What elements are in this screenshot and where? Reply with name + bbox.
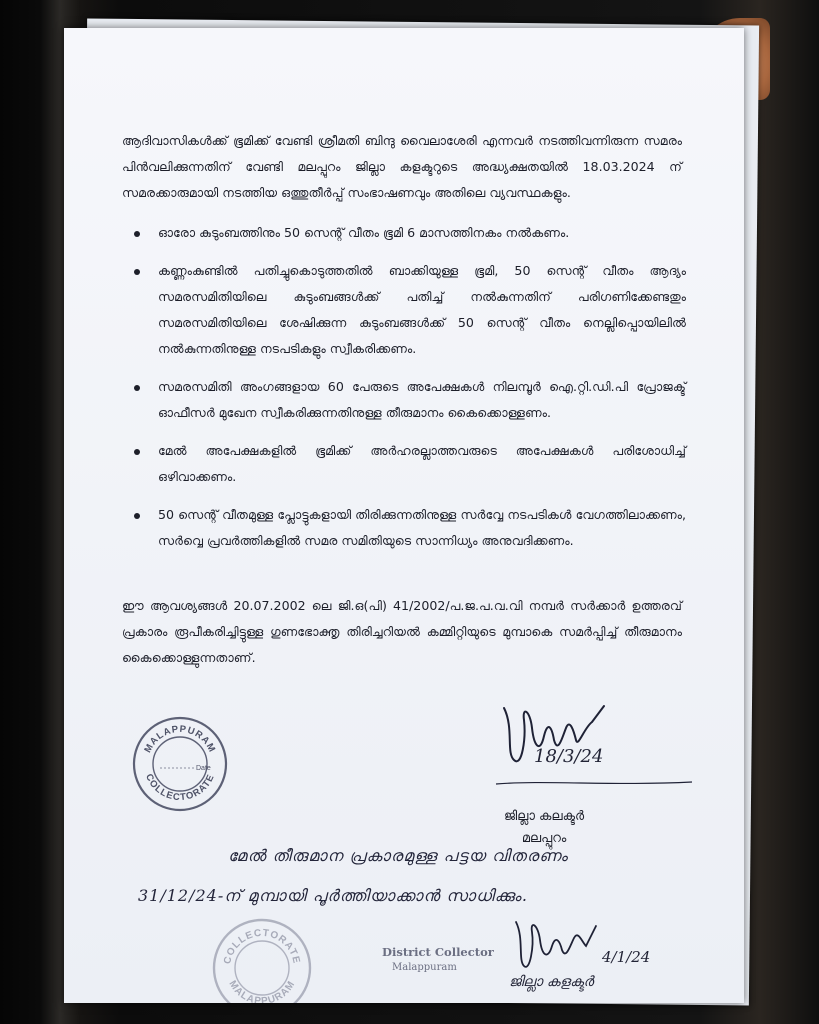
intro-paragraph: ആദിവാസികൾക്ക് ഭൂമിക്ക് വേണ്ടി ശ്രീമതി ബിന്ദു വൈലാശേരി എന്നവർ നടത്തിവന്നിരുന്ന സമരം പിൻവലിക്കുന്നതിന് വേണ്ടി മലപ്പുറം ജില്ലാ കളക്ടറുടെ അദ്ധ്യക്ഷതയിൽ 18.03.2024 ന് സമരക്കാരുമായി നടത്തിയ ഒത്തുതീർപ്പ് സംഭാഷണവും അതിലെ വ്യവസ്ഥകളും. bbox=[122, 133, 682, 200]
decision-text: ഓരോ കുടുംബത്തിനും 50 സെന്റ് വീതം ഭൂമി 6 മാസത്തിനകം നൽകണം. bbox=[158, 225, 570, 240]
bullet-icon bbox=[134, 449, 140, 455]
bullet-icon bbox=[134, 231, 140, 237]
seal-top-upper-text: MALAPPURAM bbox=[142, 723, 218, 755]
decision-item bbox=[126, 438, 686, 490]
closing-paragraph: ഈ ആവശ്യങ്ങൾ 20.07.2002 ലെ ജി.ഒ(പി) 41/2002/പ.ജ.പ.വ.വി നമ്പർ സർക്കാർ ഉത്തരവ് പ്രകാരം രൂപീകരിച്ചിട്ടുള്ള ഗുണഭോക്തൃ തിരിച്ചറിയൽ കമ്മിറ്റിയുടെ മുമ്പാകെ സമർപ്പിച്ച് തീരുമാനം കൈക്കൊള്ളുന്നതാണ്. bbox=[122, 598, 682, 665]
decision-text: 50 സെന്റ് വീതമുള്ള പ്ലോട്ടുകളായി തിരിക്കുന്നതിനുള്ള സർവ്വേ നടപടികൾ വേഗത്തിലാക്കണം, സർവ്വെ പ്രവർത്തികളിൽ സമര സമിതിയുടെ സാന്നിധ്യം അനുവദിക്കണം. bbox=[158, 507, 686, 548]
stamp-title: District Collector bbox=[382, 945, 494, 959]
bullet-icon bbox=[134, 385, 140, 391]
handwritten-line-1: മേൽ തീരുമാന പ്രകാരമുള്ള പട്ടയ വിതരണം bbox=[228, 846, 569, 865]
decision-list bbox=[126, 220, 686, 566]
signature-2-title: ജില്ലാ കളക്ടർ bbox=[509, 974, 594, 990]
handwritten-line-2: 31/12/24-ന് മുമ്പായി പൂർത്തിയാക്കാൻ സാധിക്കും. bbox=[138, 886, 528, 905]
signature-underline bbox=[494, 776, 694, 790]
stamp-place: Malappuram bbox=[392, 962, 457, 973]
designation-place: മലപ്പുറം bbox=[521, 831, 567, 846]
bullet-icon bbox=[134, 513, 140, 519]
handwritten-note bbox=[138, 836, 698, 916]
seal-top-date-label: Date bbox=[196, 765, 211, 772]
collectorate-seal-top bbox=[130, 714, 230, 814]
collector-signature-2 bbox=[510, 916, 600, 976]
document-page bbox=[64, 28, 744, 1008]
signature-date: 18/3/24 bbox=[534, 746, 604, 767]
decision-text: കണ്ണംകുണ്ടിൽ പതിച്ചുകൊടുത്തതിൽ ബാക്കിയുള്ള ഭൂമി, 50 സെന്റ് വീതം ആദ്യം സമരസമിതിയിലെ കുടുംബങ്ങൾക്ക് പതിച്ച് നൽകുന്നതിന് പരിഗണിക്കേണ്ടതും സമരസമിതിയിലെ ശേഷിക്കുന്ന കുടുംബങ്ങൾക്ക് 50 സെന്റ് വീതം നെല്ലിപ്പൊയിലിൽ നൽകുന്നതിനുള്ള നടപടികളും സ്വീകരിക്കണം. bbox=[158, 263, 686, 356]
seal-bottom-upper-text: COLLECTORATE bbox=[222, 927, 302, 966]
decision-item bbox=[126, 502, 686, 554]
decision-text: സമരസമിതി അംഗങ്ങളായ 60 പേരുടെ അപേക്ഷകൾ നിലമ്പൂർ ഐ.റ്റി.ഡി.പി പ്രോജക്ട് ഓഫീസർ മുഖേന സ്വീകരിക്കുന്നതിനുള്ള തീരുമാനം കൈക്കൊള്ളണം. bbox=[158, 379, 686, 420]
designation-title: ജില്ലാ കലക്ടർ bbox=[504, 809, 585, 824]
decision-item bbox=[126, 220, 686, 246]
bullet-icon bbox=[134, 269, 140, 275]
seal-bottom-lower-text: MALAPPURAM bbox=[226, 978, 298, 1008]
decision-text: മേൽ അപേക്ഷകളിൽ ഭൂമിക്ക് അർഹരല്ലാത്തവരുടെ അപേക്ഷകൾ പരിശോധിച്ച് ഒഴിവാക്കണം. bbox=[158, 443, 686, 484]
district-collector-stamp bbox=[382, 944, 502, 976]
signature-2-date: 4/1/24 bbox=[602, 948, 651, 966]
decision-item bbox=[126, 374, 686, 426]
collectorate-seal-bottom bbox=[210, 916, 314, 1008]
decision-item bbox=[126, 258, 686, 362]
seal-top-lower-text: COLLECTORATE bbox=[142, 772, 217, 804]
